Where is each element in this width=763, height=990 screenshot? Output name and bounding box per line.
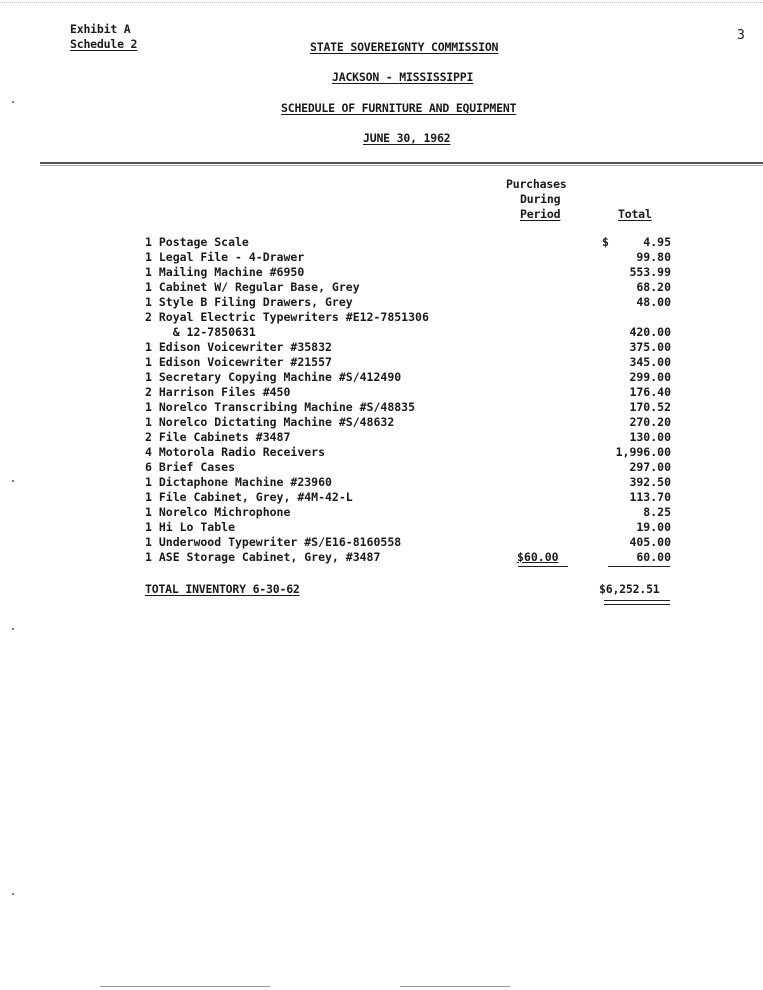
item-description: 2 Royal Electric Typewriters #E12-7851306 <box>145 310 429 324</box>
inventory-row <box>145 250 685 265</box>
item-description: 2 File Cabinets #3487 <box>145 430 291 444</box>
page-number: 3 <box>737 28 745 43</box>
item-total: 170.52 <box>629 400 671 414</box>
inventory-row <box>145 415 685 430</box>
item-description: 6 Brief Cases <box>145 460 236 474</box>
item-total: 375.00 <box>629 340 671 354</box>
item-description: 1 Legal File - 4-Drawer <box>145 250 305 264</box>
item-total: 420.00 <box>629 325 671 339</box>
item-total: 1,996.00 <box>615 445 671 459</box>
inventory-row <box>145 535 685 550</box>
schedule-label: Schedule 2 <box>70 37 138 51</box>
header-date: JUNE 30, 1962 <box>363 131 451 145</box>
item-total: 405.00 <box>629 535 671 549</box>
inventory-row <box>145 550 685 565</box>
inventory-row <box>145 400 685 415</box>
total-inventory-value: $6,252.51 <box>599 582 660 596</box>
item-total: 270.20 <box>629 415 671 429</box>
header-commission: STATE SOVEREIGNTY COMMISSION <box>310 40 499 54</box>
item-total: 392.50 <box>629 475 671 489</box>
exhibit-label: Exhibit A <box>70 22 131 36</box>
item-description: & 12-7850631 <box>145 325 256 339</box>
col-purchases-line2: During <box>520 192 561 206</box>
inventory-row <box>145 340 685 355</box>
item-total: 60.00 <box>636 550 671 564</box>
item-description: 1 Dictaphone Machine #23960 <box>145 475 332 489</box>
inventory-row <box>145 280 685 295</box>
inventory-row <box>145 520 685 535</box>
inventory-row <box>145 505 685 520</box>
scan-speck <box>12 893 14 895</box>
inventory-row <box>145 355 685 370</box>
top-dotted-border <box>0 2 763 3</box>
header-schedule-title: SCHEDULE OF FURNITURE AND EQUIPMENT <box>281 101 517 115</box>
item-total: 8.25 <box>643 505 671 519</box>
item-description: 4 Motorola Radio Receivers <box>145 445 326 459</box>
item-total: 68.20 <box>636 280 671 294</box>
item-description: 1 Edison Voicewriter #21557 <box>145 355 332 369</box>
purchases-underline <box>518 566 568 567</box>
item-description: 1 Norelco Transcribing Machine #S/48835 <box>145 400 416 414</box>
inventory-row <box>145 295 685 310</box>
scan-speck <box>12 480 14 482</box>
item-total: 48.00 <box>636 295 671 309</box>
item-description: 1 Secretary Copying Machine #S/412490 <box>145 370 402 384</box>
scan-speck <box>12 628 14 630</box>
inventory-list <box>145 235 685 565</box>
total-column-underline <box>608 566 670 567</box>
inventory-row <box>145 430 685 445</box>
item-purchases: $60.00 <box>517 550 559 564</box>
col-total-header: Total <box>618 207 652 221</box>
inventory-row <box>145 385 685 400</box>
item-total: 345.00 <box>629 355 671 369</box>
item-description: 1 Norelco Dictating Machine #S/48632 <box>145 415 395 429</box>
total-double-underline <box>604 600 670 605</box>
scan-speck <box>12 101 14 103</box>
header-rule-secondary <box>40 165 763 166</box>
inventory-row <box>145 475 685 490</box>
item-description: 1 File Cabinet, Grey, #4M-42-L <box>145 490 353 504</box>
item-total: 176.40 <box>629 385 671 399</box>
item-description: 1 Hi Lo Table <box>145 520 236 534</box>
item-description: 1 Mailing Machine #6950 <box>145 265 305 279</box>
total-inventory-label: TOTAL INVENTORY 6-30-62 <box>145 582 300 596</box>
col-purchases-line3: Period <box>520 207 561 221</box>
bottom-scan-edge <box>400 986 510 987</box>
inventory-row <box>145 265 685 280</box>
inventory-row <box>145 325 685 340</box>
inventory-row <box>145 370 685 385</box>
item-total: 553.99 <box>629 265 671 279</box>
col-purchases-line1: Purchases <box>506 177 567 191</box>
inventory-row <box>145 490 685 505</box>
item-description: 1 Cabinet W/ Regular Base, Grey <box>145 280 360 294</box>
inventory-row <box>145 235 685 250</box>
item-total: 113.70 <box>629 490 671 504</box>
item-description: 1 Norelco Michrophone <box>145 505 291 519</box>
item-description: 1 Postage Scale <box>145 235 249 249</box>
header-location: JACKSON - MISSISSIPPI <box>332 70 474 84</box>
item-description: 1 Underwood Typewriter #S/E16-8160558 <box>145 535 402 549</box>
currency-symbol: $ <box>602 235 609 249</box>
item-total: 297.00 <box>629 460 671 474</box>
item-total: 4.95 <box>643 235 671 249</box>
item-description: 1 ASE Storage Cabinet, Grey, #3487 <box>145 550 381 564</box>
header-rule <box>40 162 763 164</box>
inventory-row <box>145 445 685 460</box>
item-total: 99.80 <box>636 250 671 264</box>
inventory-row <box>145 310 685 325</box>
item-description: 2 Harrison Files #450 <box>145 385 291 399</box>
item-total: 19.00 <box>636 520 671 534</box>
bottom-scan-edge <box>100 986 270 987</box>
inventory-row <box>145 460 685 475</box>
item-description: 1 Edison Voicewriter #35832 <box>145 340 332 354</box>
item-description: 1 Style B Filing Drawers, Grey <box>145 295 353 309</box>
item-total: 130.00 <box>629 430 671 444</box>
item-total: 299.00 <box>629 370 671 384</box>
